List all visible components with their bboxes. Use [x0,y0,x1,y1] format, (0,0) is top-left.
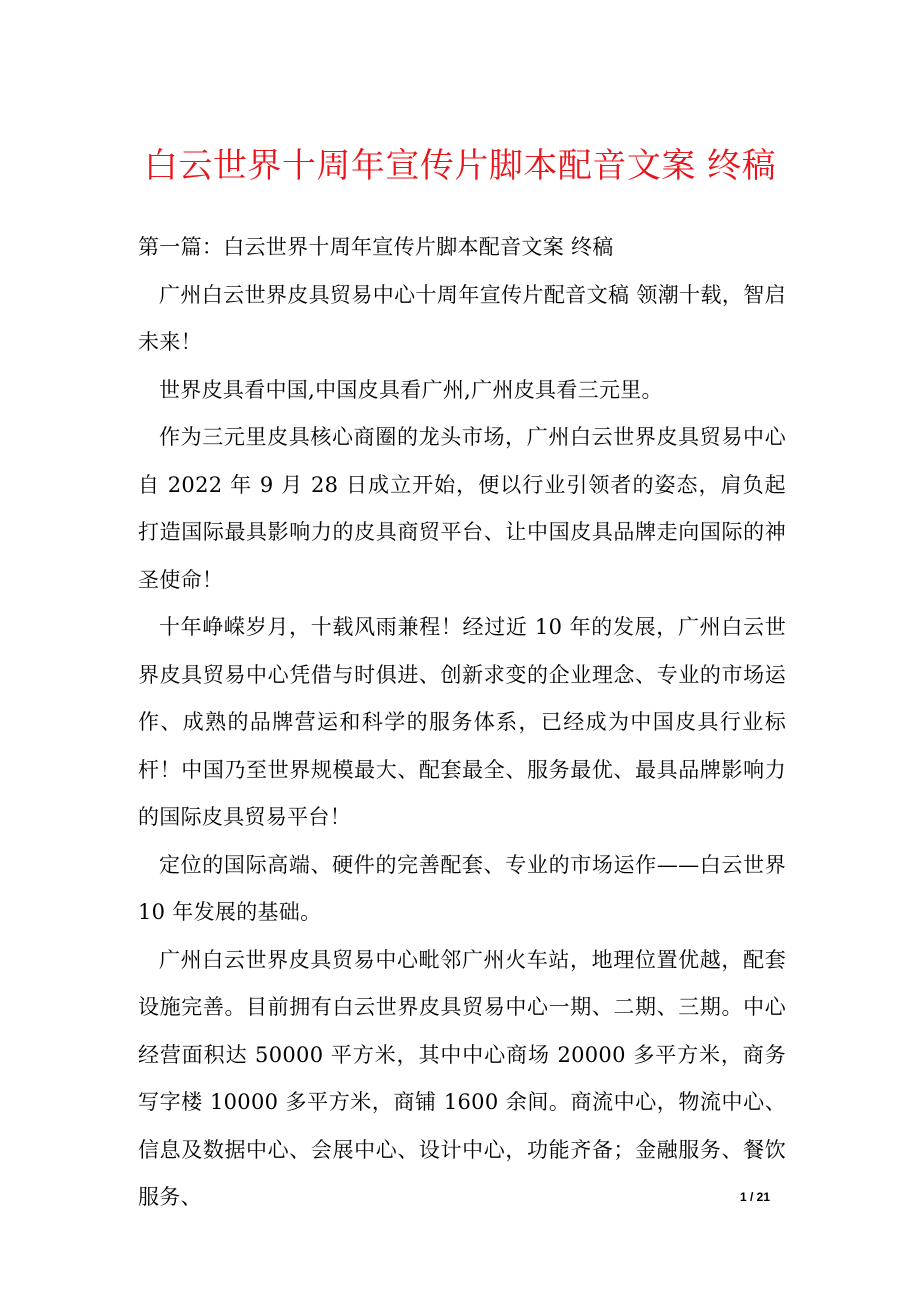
paragraph: 广州白云世界皮具贸易中心十周年宣传片配音文稿 领潮十载，智启未来！ [138,282,786,354]
paragraph: 作为三元里皮具核心商圈的龙头市场，广州白云世界皮具贸易中心自 2022 年 9 月 28 日成立开始，便以行业引领者的姿态，肩负起打造国际最具影响力的皮具商贸平台、让中国皮具品牌走向国际的神圣使命！ [138,425,786,592]
page-number: 1 / 21 [740,1190,771,1204]
paragraph: 十年峥嵘岁月，十载风雨兼程！经过近 10 年的发展，广州白云世界皮具贸易中心凭借与时俱进、创新求变的企业理念、专业的市场运作、成熟的品牌营运和科学的服务体系，已经成为中国皮具行业标杆！中国乃至世界规模最大、配套最全、服务最优、最具品牌影响力的国际皮具贸易平台！ [138,615,786,829]
section-heading: 第一篇：白云世界十周年宣传片脚本配音文案 终稿 [138,235,614,259]
document-title: 白云世界十周年宣传片脚本配音文案 终稿 [143,146,777,186]
paragraph: 广州白云世界皮具贸易中心毗邻广州火车站，地理位置优越，配套设施完善。目前拥有白云世界皮具贸易中心一期、二期、三期。中心经营面积达 50000 平方米，其中中心商场 20000 多平方米，商务写字楼 10000 多平方米，商铺 1600 余间。商流中心，物流中心、信息及数据中心、会展中心、设计中心，功能齐备；金融服务、餐饮服务、 [138,947,786,1209]
document-body [138,224,786,1222]
paragraph: 世界皮具看中国,中国皮具看广州,广州皮具看三元里。 [159,377,663,402]
paragraph: 定位的国际高端、硬件的完善配套、专业的市场运作——白云世界 10 年发展的基础。 [138,852,786,924]
